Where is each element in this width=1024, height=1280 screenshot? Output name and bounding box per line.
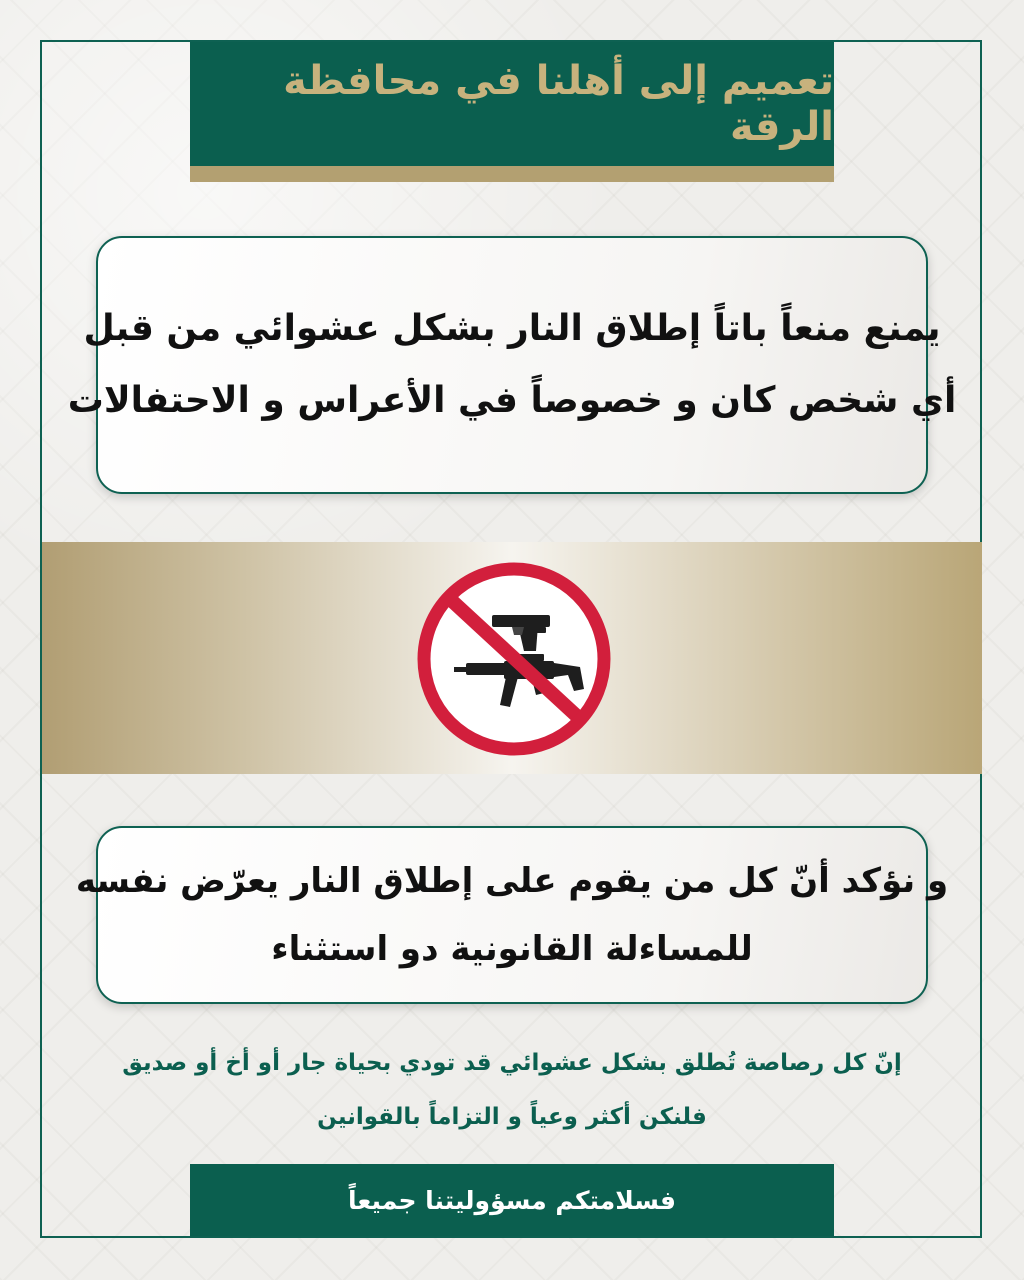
announcement-line-1: يمنع منعاً باتاً إطلاق النار بشكل عشوائي من قبل <box>83 308 941 349</box>
page-title: تعميم إلى أهلنا في محافظة الرقة <box>283 58 834 150</box>
footer-banner <box>190 1164 834 1236</box>
warning-line-1: و نؤكد أنّ كل من يقوم على إطلاق النار يعرّض نفسه <box>75 861 949 901</box>
warning-line-2: للمساءلة القانونية دو استثناء <box>271 929 753 969</box>
announcement-line-2: أي شخص كان و خصوصاً في الأعراس و الاحتفالات <box>67 380 957 421</box>
announcement-card <box>67 236 957 494</box>
header-underline <box>190 166 834 182</box>
notice-line-2: فلنكن أكثر وعياً و التزاماً بالقوانين <box>317 1104 707 1130</box>
notice-line-1: إنّ كل رصاصة تُطلق بشكل عشوائي قد تودي بحياة جار أو أخ أو صديق <box>122 1050 902 1076</box>
header-banner <box>190 42 834 166</box>
no-weapons-icon <box>414 559 614 759</box>
footer-slogan: فسلامتكم مسؤوليتنا جميعاً <box>347 1185 677 1215</box>
warning-card <box>75 826 949 1004</box>
